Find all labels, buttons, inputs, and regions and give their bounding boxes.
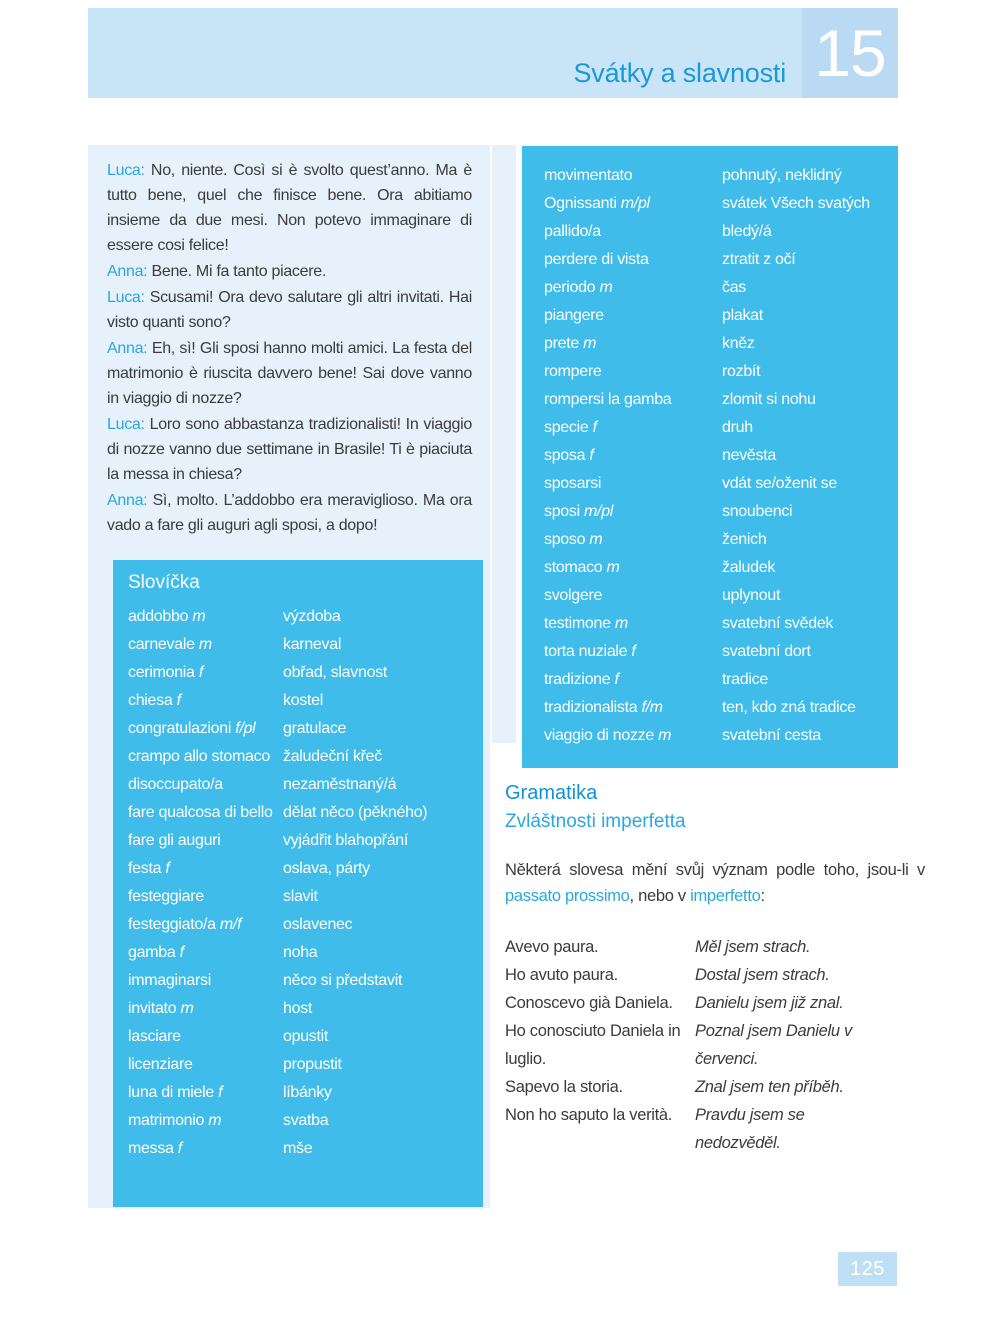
vocab-row [128, 1135, 475, 1163]
vocab-rows-right [544, 162, 890, 750]
vocab-translation: svatební dort [722, 643, 811, 660]
vocab-translation: svátek Všech svatých [722, 195, 870, 212]
vocab-row [544, 162, 890, 190]
vocab-row [128, 939, 475, 967]
vocab-translation: bledý/á [722, 223, 772, 240]
vocab-row [544, 610, 890, 638]
vocab-row [128, 911, 475, 939]
vocab-translation: vdát se/oženit se [722, 475, 837, 492]
grammar-heading: Gramatika [505, 782, 598, 804]
grammar-intro [505, 857, 925, 909]
vocab-term: festeggiare [128, 888, 204, 905]
vocab-term: festeggiato/a m/f [128, 916, 242, 933]
vocab-translation: svatební cesta [722, 727, 821, 744]
chapter-number-box [802, 8, 898, 98]
vocab-translation: propustit [283, 1056, 342, 1073]
gender-note: f [198, 664, 203, 681]
speaker-name: Luca: [107, 289, 145, 306]
vocab-row [128, 827, 475, 855]
vocab-translation: ztratit z očí [722, 251, 796, 268]
vocab-row [544, 582, 890, 610]
gender-note: m [192, 608, 206, 625]
intro-segment: Některá slovesa mění svůj význam podle toho, jsou-li v [505, 861, 925, 879]
vocab-row [544, 246, 890, 274]
vocab-translation: žaludeční křeč [283, 748, 382, 765]
example-czech: Měl jsem strach. [695, 938, 811, 956]
gender-note: f [165, 860, 170, 877]
vocab-term: chiesa f [128, 692, 181, 709]
vocab-translation: noha [283, 944, 318, 961]
vocab-row [128, 855, 475, 883]
vocab-term: periodo m [544, 279, 613, 296]
grammar-subheading: Zvláštnosti imperfetta [505, 811, 686, 832]
gender-note: f/m [641, 699, 663, 716]
vocab-row [128, 1023, 475, 1051]
vocab-term: pallido/a [544, 223, 601, 240]
vocab-term: tradizione f [544, 671, 619, 688]
vocab-row [128, 603, 475, 631]
right-panel-strip [492, 145, 516, 743]
chapter-header-band [88, 8, 898, 98]
vocab-box-left [113, 560, 483, 1207]
vocab-translation: svatba [283, 1112, 329, 1129]
vocab-term: licenziare [128, 1056, 193, 1073]
vocab-term: addobbo m [128, 608, 206, 625]
vocab-row [128, 967, 475, 995]
dialogue-turn: Luca: Loro sono abbastanza tradizionalisti! In viaggio di nozze vanno due settimane in Brasile! Ti è piaciuta la messa in chiesa? [107, 416, 472, 483]
vocab-row [544, 358, 890, 386]
vocab-row [544, 470, 890, 498]
example-italian: Ho avuto paura. [505, 966, 618, 984]
example-czech: Pravdu jsem se nedozvěděl. [695, 1106, 805, 1152]
example-italian: Ho conosciuto Daniela in luglio. [505, 1022, 681, 1068]
example-row [505, 1101, 905, 1157]
vocab-term: perdere di vista [544, 251, 649, 268]
vocab-row [544, 666, 890, 694]
vocab-translation: nezaměstnaný/á [283, 776, 397, 793]
chapter-number: 15 [814, 16, 886, 90]
vocab-row [128, 799, 475, 827]
vocab-row [128, 687, 475, 715]
gender-note: f [179, 944, 184, 961]
vocab-term: fare gli auguri [128, 832, 221, 849]
gender-note: f [589, 447, 594, 464]
vocab-translation: uplynout [722, 587, 781, 604]
vocab-row [544, 498, 890, 526]
vocab-title: Slovíčka [128, 572, 200, 593]
example-row [505, 989, 905, 1017]
vocab-translation: obřad, slavnost [283, 664, 388, 681]
vocab-translation: tradice [722, 671, 768, 688]
gender-note: m [180, 1000, 194, 1017]
vocab-term: sposo m [544, 531, 603, 548]
speaker-name: Anna: [107, 340, 148, 357]
vocab-translation: zlomit si nohu [722, 391, 816, 408]
vocab-term: specie f [544, 419, 597, 436]
vocab-term: crampo allo stomaco [128, 748, 270, 765]
vocab-term: gamba f [128, 944, 184, 961]
example-row [505, 1017, 905, 1073]
vocab-term: matrimonio m [128, 1112, 222, 1129]
vocab-term: rompere [544, 363, 602, 380]
gender-note: m [208, 1112, 222, 1129]
vocab-term: torta nuziale f [544, 643, 636, 660]
vocab-translation: kněz [722, 335, 755, 352]
vocab-translation: čas [722, 279, 746, 296]
example-czech: Poznal jsem Danielu v červenci. [695, 1022, 852, 1068]
gender-note: m [583, 335, 597, 352]
vocab-term: testimone m [544, 615, 628, 632]
speaker-name: Luca: [107, 416, 145, 433]
vocab-term: sposarsi [544, 475, 602, 492]
vocab-term: festa f [128, 860, 170, 877]
vocab-row [128, 883, 475, 911]
vocab-row [544, 274, 890, 302]
vocab-row [544, 330, 890, 358]
vocab-row [128, 995, 475, 1023]
gender-note: f [218, 1084, 223, 1101]
vocab-row [128, 715, 475, 743]
dialogue-turn: Luca: No, niente. Così si è svolto quest’anno. Ma è tutto bene, quel che finisce bene. Ora abitiamo insieme da due mesi. Non potevo immaginare di essere cosi felice! [107, 162, 472, 254]
vocab-translation: něco si představit [283, 972, 403, 989]
vocab-term: svolgere [544, 587, 603, 604]
example-czech: Dostal jsem strach. [695, 966, 830, 984]
vocab-row [544, 554, 890, 582]
vocab-row [544, 302, 890, 330]
vocab-row [128, 771, 475, 799]
vocab-row [128, 1051, 475, 1079]
vocab-translation: plakat [722, 307, 763, 324]
example-italian: Sapevo la storia. [505, 1078, 623, 1096]
vocab-term: invitato m [128, 1000, 194, 1017]
gender-note: m [606, 559, 620, 576]
vocab-translation: žaludek [722, 559, 776, 576]
vocab-term: congratulazioni f/pl [128, 720, 256, 737]
gender-note: m/pl [620, 195, 650, 212]
gender-note: f [614, 671, 619, 688]
grammar-examples [505, 933, 905, 1157]
example-italian: Conoscevo già Daniela. [505, 994, 673, 1012]
gender-note: m [599, 279, 613, 296]
vocab-row [544, 218, 890, 246]
dialogue-turn: Anna: Eh, sì! Gli sposi hanno molti amici. La festa del matrimonio è riuscita davvero bene! Sai dove vanno in viaggio di nozze? [107, 340, 472, 407]
vocab-translation: mše [283, 1140, 313, 1157]
vocab-term: disoccupato/a [128, 776, 223, 793]
intro-segment: passato prossimo [505, 887, 630, 905]
page-number-badge [838, 1252, 897, 1286]
vocab-term: carnevale m [128, 636, 212, 653]
gender-note: f/pl [235, 720, 256, 737]
vocab-translation: karneval [283, 636, 342, 653]
gender-note: m [198, 636, 212, 653]
vocab-translation: host [283, 1000, 313, 1017]
vocab-term: fare qualcosa di bello [128, 804, 273, 821]
vocab-row [544, 442, 890, 470]
example-italian: Avevo paura. [505, 938, 599, 956]
gender-note: m/f [219, 916, 242, 933]
vocab-translation: nevěsta [722, 447, 776, 464]
gender-note: m [614, 615, 628, 632]
speaker-name: Anna: [107, 492, 148, 509]
dialogue-turn: Anna: Bene. Mi fa tanto piacere. [107, 263, 327, 280]
speaker-name: Anna: [107, 263, 148, 280]
intro-segment: imperfetto [690, 887, 761, 905]
vocab-term: sposa f [544, 447, 594, 464]
vocab-term: cerimonia f [128, 664, 203, 681]
vocab-term: Ognissanti m/pl [544, 195, 650, 212]
vocab-term: prete m [544, 335, 597, 352]
vocab-translation: gratulace [283, 720, 347, 737]
vocab-translation: slavit [283, 888, 318, 905]
example-czech: Znal jsem ten příběh. [695, 1078, 844, 1096]
vocab-translation: vyjádřit blahopřání [283, 832, 409, 849]
gender-note: f [592, 419, 597, 436]
example-italian: Non ho saputo la verità. [505, 1106, 673, 1124]
vocab-translation: opustit [283, 1028, 329, 1045]
vocab-term: lasciare [128, 1028, 181, 1045]
vocab-term: piangere [544, 307, 604, 324]
vocab-term: viaggio di nozze m [544, 727, 672, 744]
gender-note: m [658, 727, 672, 744]
example-row [505, 1073, 905, 1101]
intro-segment: : [760, 887, 765, 905]
vocab-translation: ten, kdo zná tradice [722, 699, 856, 716]
page-number: 125 [850, 1257, 885, 1280]
vocab-row [128, 1079, 475, 1107]
vocab-translation: pohnutý, neklidný [722, 167, 842, 184]
vocab-row [544, 414, 890, 442]
gender-note: f [631, 643, 636, 660]
vocab-translation: líbánky [283, 1084, 332, 1101]
vocab-term: messa f [128, 1140, 182, 1157]
vocab-row [544, 722, 890, 750]
dialogue-turn: Anna: Sì, molto. L’addobbo era meraviglioso. Ma ora vado a fare gli auguri agli sposi, a dopo! [107, 492, 472, 534]
vocab-row [128, 743, 475, 771]
vocab-term: movimentato [544, 167, 633, 184]
vocab-term: rompersi la gamba [544, 391, 672, 408]
vocab-term: tradizionalista f/m [544, 699, 663, 716]
vocab-translation: kostel [283, 692, 323, 709]
gender-note: m/pl [584, 503, 614, 520]
intro-segment: , nebo v [629, 887, 691, 905]
vocab-row [128, 659, 475, 687]
example-row [505, 933, 905, 961]
speaker-name: Luca: [107, 162, 145, 179]
vocab-translation: snoubenci [722, 503, 793, 520]
vocab-translation: ženich [722, 531, 767, 548]
vocab-translation: svatební svědek [722, 615, 834, 632]
vocab-row [544, 190, 890, 218]
vocab-translation: oslavenec [283, 916, 353, 933]
vocab-box-right [522, 146, 898, 768]
vocab-term: sposi m/pl [544, 503, 614, 520]
gender-note: f [176, 692, 181, 709]
example-row [505, 961, 905, 989]
chapter-title: Svátky a slavnosti [573, 58, 786, 88]
vocab-row [544, 386, 890, 414]
vocab-term: immaginarsi [128, 972, 211, 989]
vocab-row [128, 1107, 475, 1135]
vocab-rows-left [128, 603, 475, 1163]
vocab-term: stomaco m [544, 559, 620, 576]
grammar-section [505, 782, 925, 1157]
dialogue-turn: Luca: Scusami! Ora devo salutare gli altri invitati. Hai visto quanti sono? [107, 289, 472, 331]
vocab-row [544, 638, 890, 666]
vocab-translation: oslava, párty [283, 860, 370, 877]
example-czech: Danielu jsem již znal. [695, 994, 844, 1012]
gender-note: m [589, 531, 603, 548]
gender-note: f [177, 1140, 182, 1157]
vocab-row [544, 694, 890, 722]
vocab-translation: výzdoba [283, 608, 341, 625]
vocab-translation: rozbít [722, 363, 761, 380]
vocab-row [128, 631, 475, 659]
dialogue-text [88, 145, 490, 538]
vocab-translation: dělat něco (pěkného) [283, 804, 428, 821]
vocab-term: luna di miele f [128, 1084, 223, 1101]
vocab-translation: druh [722, 419, 753, 436]
vocab-row [544, 526, 890, 554]
